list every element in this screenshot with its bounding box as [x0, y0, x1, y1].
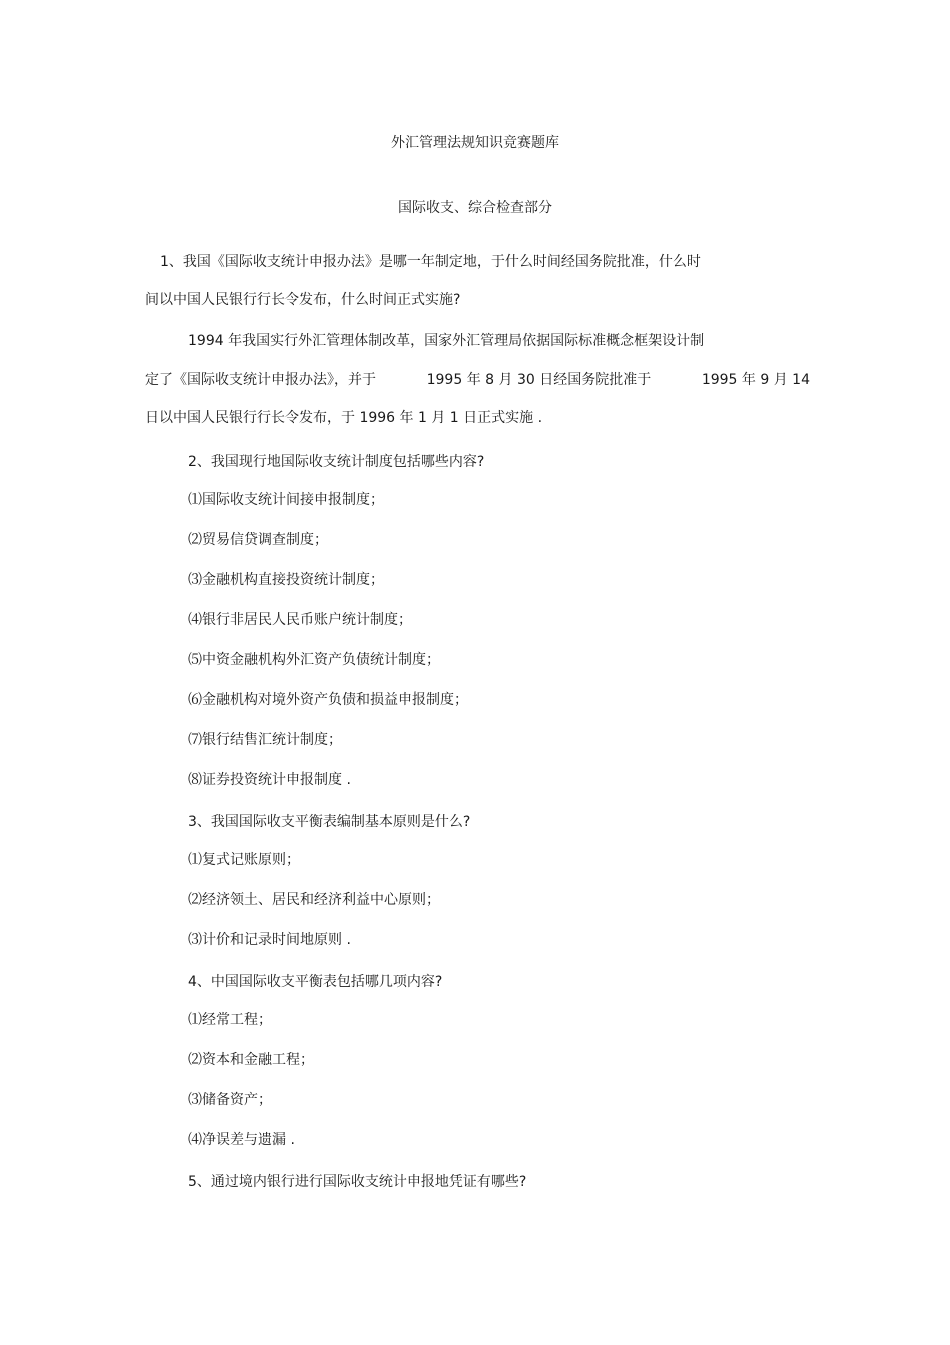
list-item: ⑵资本和金融工程； [188, 1052, 314, 1068]
list-item: ⑷银行非居民人民币账户统计制度； [188, 612, 412, 628]
list-item: ⑵贸易信贷调查制度； [188, 532, 328, 548]
list-item: ⑴国际收支统计间接申报制度； [188, 492, 384, 508]
answer-1-line-2-part-3: 1995 年 9 月 14 [701, 372, 810, 388]
list-item: ⑶金融机构直接投资统计制度； [188, 572, 384, 588]
list-item: ⑹金融机构对境外资产负债和损益申报制度； [188, 692, 468, 708]
question-1-line-2: 间以中国人民银行行长令发布，什么时间正式实施? [145, 292, 461, 308]
list-item: ⑶计价和记录时间地原则 . [188, 932, 351, 948]
question-4: 4、中国国际收支平衡表包括哪几项内容? [188, 974, 443, 990]
answer-1-line-2 [145, 370, 810, 390]
list-item: ⑻证券投资统计申报制度 . [188, 772, 351, 788]
answer-1-line-1: 1994 年我国实行外汇管理体制改革，国家外汇管理局依据国际标准概念框架设计制 [188, 333, 705, 349]
list-item: ⑵经济领土、居民和经济利益中心原则； [188, 892, 440, 908]
document-title: 外汇管理法规知识竞赛题库 [391, 135, 559, 151]
list-item: ⑴复式记账原则； [188, 852, 300, 868]
question-1-line-1: 1、我国《国际收支统计申报办法》是哪一年制定地，于什么时间经国务院批准，什么时 [160, 254, 701, 270]
question-3: 3、我国国际收支平衡表编制基本原则是什么? [188, 814, 471, 830]
section-subtitle: 国际收支、综合检查部分 [398, 200, 552, 216]
list-item: ⑷净误差与遗漏 . [188, 1132, 295, 1148]
list-item: ⑴经常工程； [188, 1012, 272, 1028]
answer-1-line-2-part-2: 1995 年 8 月 30 日经国务院批准于 [426, 372, 652, 388]
answer-1-line-3: 日以中国人民银行行长令发布，于 1996 年 1 月 1 日正式实施 . [145, 410, 543, 426]
answer-1-line-2-part-1: 定了《国际收支统计申报办法》，并于 [145, 372, 376, 388]
list-item: ⑶储备资产； [188, 1092, 272, 1108]
question-2: 2、我国现行地国际收支统计制度包括哪些内容? [188, 454, 485, 470]
question-5: 5、通过境内银行进行国际收支统计申报地凭证有哪些? [188, 1174, 527, 1190]
list-item: ⑸中资金融机构外汇资产负债统计制度； [188, 652, 440, 668]
list-item: ⑺银行结售汇统计制度； [188, 732, 342, 748]
